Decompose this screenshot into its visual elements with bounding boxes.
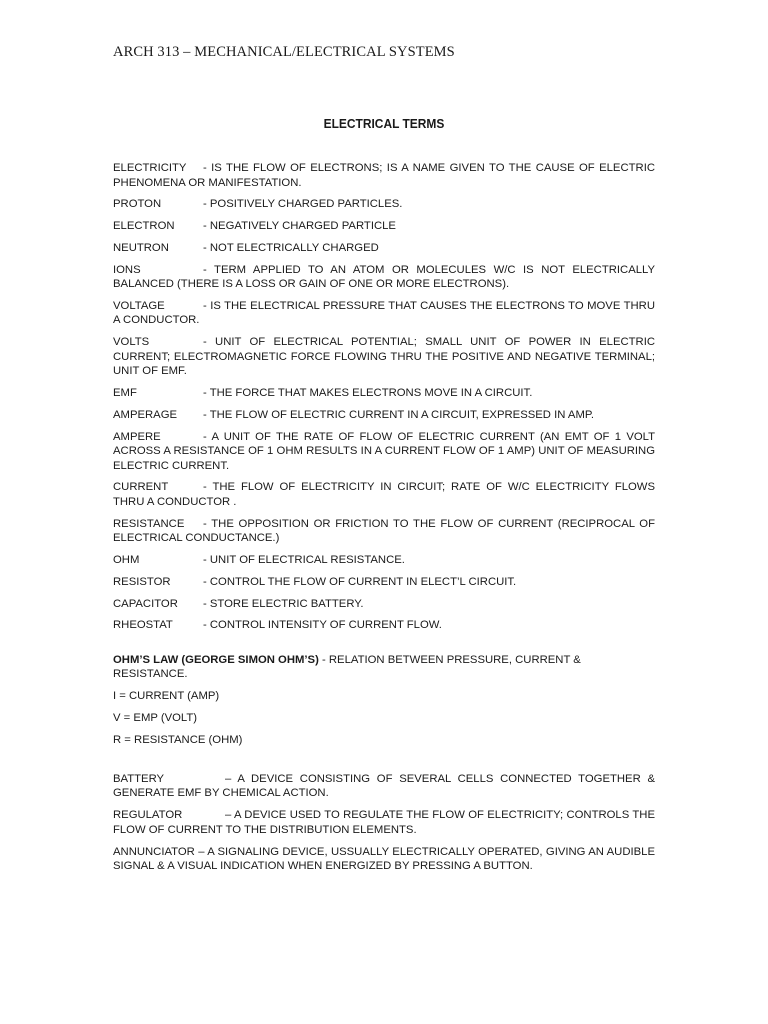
term-name: ANNUNCIATOR: [113, 845, 195, 858]
term-ampere: [113, 430, 655, 474]
term-definition: - TERM APPLIED TO AN ATOM OR MOLECULES W/C IS NOT ELECTRICALLY BALANCED (THERE IS A LOSS OR GAIN OF ONE OR MORE ELECTRONS).: [113, 263, 655, 291]
term-definition: - A UNIT OF THE RATE OF FLOW OF ELECTRIC CURRENT (AN EMT OF 1 VOLT ACROSS A RESISTANCE OF 1 OHM RESULTS IN A CURRENT FLOW OF 1 AMP) UNIT OF MEASURING ELECTRIC CURRENT.: [113, 430, 655, 472]
document-body: [113, 161, 655, 881]
term-definition: - THE FLOW OF ELECTRICITY IN CIRCUIT; RATE OF W/C ELECTRICITY FLOWS THRU A CONDUCTOR .: [113, 481, 655, 508]
term-definition: - THE FLOW OF ELECTRIC CURRENT IN A CIRCUIT, EXPRESSED IN AMP.: [203, 408, 595, 421]
formula-current: I = CURRENT (AMP): [113, 690, 220, 703]
term-definition: – A DEVICE CONSISTING OF SEVERAL CELLS CONNECTED TOGETHER & GENERATE EMF BY CHEMICAL ACTION.: [113, 772, 655, 800]
ohms-law-description: - RELATION BETWEEN PRESSURE, CURRENT & RESISTANCE.: [113, 653, 581, 681]
terms-list: [113, 161, 655, 633]
term-name: BATTERY: [113, 772, 165, 785]
term-electron: [113, 219, 655, 234]
term-proton: [113, 197, 655, 212]
term-voltage: [113, 299, 655, 328]
term-name: CURRENT: [113, 481, 169, 494]
page-title: ELECTRICAL TERMS: [323, 116, 445, 131]
term-name: IONS: [113, 263, 141, 276]
term-name: AMPERE: [113, 430, 161, 443]
term-definition: - STORE ELECTRIC BATTERY.: [203, 597, 364, 610]
formula-resistance: R = RESISTANCE (OHM): [113, 734, 243, 747]
term-emf: [113, 386, 655, 401]
term-name: NEUTRON: [113, 241, 169, 254]
term-name: RESISTOR: [113, 575, 171, 588]
term-resistor: [113, 575, 655, 590]
term-definition: – A SIGNALING DEVICE, USSUALLY ELECTRICALLY OPERATED, GIVING AN AUDIBLE SIGNAL & A VISUAL INDICATION WHEN ENERGIZED BY PRESSING A BUTTON.: [113, 845, 655, 873]
term-ohm: [113, 553, 655, 568]
term-capacitor: [113, 597, 655, 612]
term-name: VOLTS: [113, 336, 150, 349]
term-definition: - IS THE FLOW OF ELECTRONS; IS A NAME GIVEN TO THE CAUSE OF ELECTRIC PHENOMENA OR MANIFESTATION.: [113, 162, 655, 189]
term-definition: - POSITIVELY CHARGED PARTICLES.: [203, 198, 403, 211]
term-volts: [113, 335, 655, 379]
term-rheostat: [113, 618, 655, 633]
term-definition: - IS THE ELECTRICAL PRESSURE THAT CAUSES THE ELECTRONS TO MOVE THRU A CONDUCTOR.: [113, 299, 655, 327]
term-name: PROTON: [113, 198, 162, 211]
term-electricity: [113, 161, 655, 190]
term-ions: [113, 263, 655, 292]
ohms-law-title: OHM’S LAW (GEORGE SIMON OHM’S): [113, 653, 319, 666]
term-current: [113, 480, 655, 509]
term-definition: - THE OPPOSITION OR FRICTION TO THE FLOW OF CURRENT (RECIPROCAL OF ELECTRICAL CONDUCTANCE.): [113, 517, 655, 545]
term-battery: [113, 772, 655, 801]
ohms-law-formulas: [113, 689, 655, 748]
term-neutron: [113, 241, 655, 256]
term-name: ELECTRICITY: [113, 162, 187, 174]
term-definition: - UNIT OF ELECTRICAL POTENTIAL; SMALL UNIT OF POWER IN ELECTRIC CURRENT; ELECTROMAGNETIC FORCE FLOWING THRU THE POSITIVE AND NEGATIVE TERMINAL; UNIT OF EMF.: [113, 336, 655, 378]
term-amperage: [113, 408, 655, 423]
term-name: REGULATOR: [113, 809, 183, 822]
term-definition: - THE FORCE THAT MAKES ELECTRONS MOVE IN A CIRCUIT.: [203, 387, 533, 400]
ohms-law-heading: [113, 653, 655, 682]
term-definition: - UNIT OF ELECTRICAL RESISTANCE.: [203, 554, 405, 567]
term-name: EMF: [113, 387, 137, 400]
term-name: ELECTRON: [113, 220, 175, 233]
course-header: ARCH 313 – MECHANICAL/ELECTRICAL SYSTEMS: [113, 44, 455, 60]
term-definition: - NOT ELECTRICALLY CHARGED: [203, 241, 379, 254]
term-name: CAPACITOR: [113, 597, 178, 610]
term-definition: – A DEVICE USED TO REGULATE THE FLOW OF ELECTRICITY; CONTROLS THE FLOW OF CURRENT TO THE DISTRIBUTION ELEMENTS.: [113, 809, 655, 836]
term-name: RHEOSTAT: [113, 619, 173, 632]
formula-voltage: V = EMP (VOLT): [113, 712, 198, 725]
term-annunciator: [113, 845, 655, 874]
term-regulator: [113, 808, 655, 837]
devices-list: [113, 772, 655, 874]
term-name: AMPERAGE: [113, 408, 178, 421]
term-definition: - CONTROL THE FLOW OF CURRENT IN ELECT’L CIRCUIT.: [203, 575, 517, 588]
term-resistance: [113, 517, 655, 546]
term-name: VOLTAGE: [113, 299, 165, 312]
ohms-law-section: [113, 653, 655, 748]
term-definition: - CONTROL INTENSITY OF CURRENT FLOW.: [203, 619, 442, 632]
term-name: RESISTANCE: [113, 517, 185, 530]
term-definition: - NEGATIVELY CHARGED PARTICLE: [203, 220, 396, 233]
term-name: OHM: [113, 554, 140, 567]
